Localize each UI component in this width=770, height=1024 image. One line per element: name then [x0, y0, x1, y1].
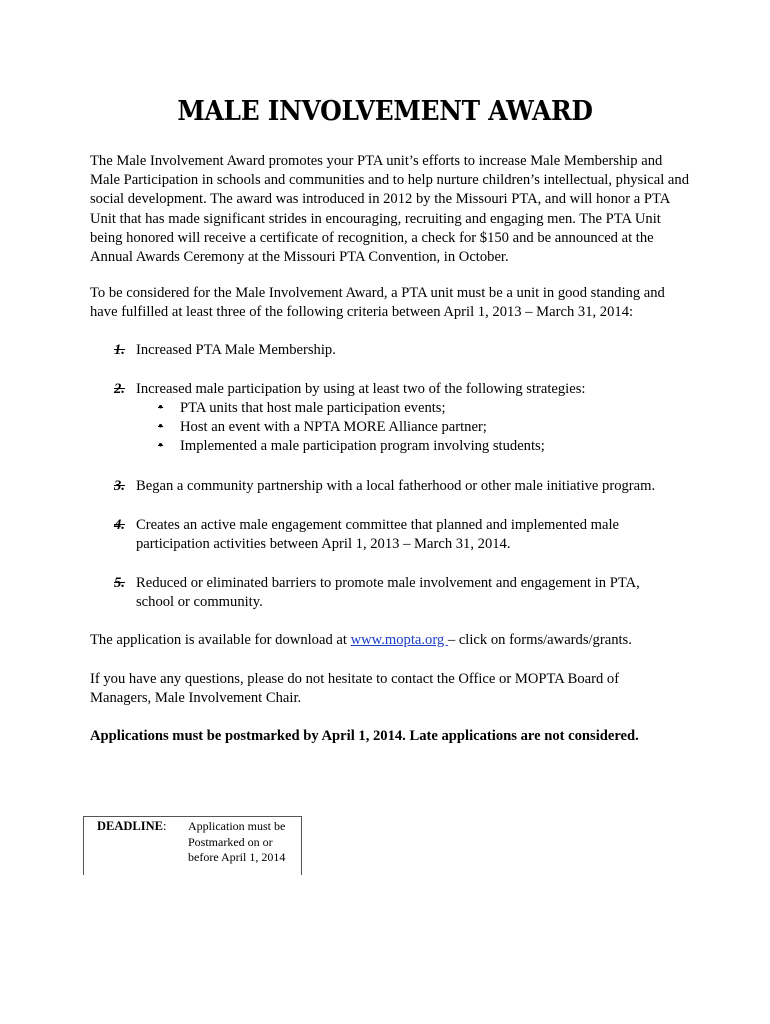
- criterion-text: Began a community partnership with a local fatherhood or other male initiative program.: [136, 478, 656, 494]
- criterion-continuation: participation activities between April 1, 2013 – March 31, 2014.: [136, 536, 511, 553]
- list-item: [158, 437, 545, 456]
- intro-paragraph: The Male Involvement Award promotes your PTA unit’s efforts to increase Male Membership and Male Participation in schools and communities and to help nurture children’s intellectual, physical and social development. The award was introduced in 2012 by the Missouri PTA, and will honor a PTA Unit that has made significant strides in encouraging, recruiting and engaging men. The PTA Unit being honored will receive a certificate of recognition, a check for $150 and be announced at the Annual Awards Ceremony at the Missouri PTA Convention, in October.: [90, 153, 690, 266]
- strategy-text: PTA units that host male participation events;: [180, 400, 446, 416]
- criterion-number: 4.: [114, 517, 125, 533]
- deadline-text: [188, 819, 300, 866]
- deadline-label-text: DEADLINE: [97, 819, 163, 833]
- list-item: [158, 418, 545, 437]
- download-paragraph: [90, 631, 690, 650]
- deadline-line-1: Application must be: [188, 819, 286, 833]
- bullet-icon: •: [158, 419, 164, 436]
- postmark-notice: Applications must be postmarked by April 1, 2014. Late applications are not considered.: [90, 728, 639, 744]
- deadline-line-2: Postmarked on or: [188, 834, 273, 849]
- list-item: [158, 399, 545, 418]
- strategy-text: Host an event with a NPTA MORE Alliance partner;: [180, 419, 487, 436]
- bullet-icon: •: [158, 438, 164, 455]
- criterion-2: [114, 380, 694, 399]
- criterion-text: Increased male participation by using at least two of the following strategies:: [136, 381, 586, 397]
- criterion-1: [114, 341, 694, 360]
- criterion-4: [114, 516, 694, 554]
- download-text-before: The application is available for download at: [90, 632, 351, 648]
- strategy-text: Implemented a male participation program involving students;: [180, 438, 545, 455]
- strategy-list: [158, 399, 545, 457]
- criterion-number: 1.: [114, 342, 125, 358]
- criterion-continuation: school or community.: [136, 594, 263, 611]
- criterion-text: Reduced or eliminated barriers to promote male involvement and engagement in PTA,: [136, 575, 640, 591]
- criterion-3: [114, 477, 694, 496]
- questions-paragraph: If you have any questions, please do not hesitate to contact the Office or MOPTA Board of Managers, Male Involvement Chair.: [90, 671, 620, 707]
- bullet-icon: •: [158, 400, 164, 416]
- criterion-number: 3.: [114, 478, 125, 494]
- deadline-label: [97, 819, 166, 834]
- criterion-text: Increased PTA Male Membership.: [136, 342, 336, 358]
- criterion-number: 5.: [114, 575, 125, 591]
- eligibility-paragraph: To be considered for the Male Involvement Award, a PTA unit must be a unit in good standing and have fulfilled at least three of the following criteria between April 1, 2013 – March 31, 2014:: [90, 285, 665, 321]
- criterion-5: [114, 574, 694, 612]
- page-title: MALE INVOLVEMENT AWARD: [177, 96, 593, 127]
- deadline-line-3: before April 1, 2014: [188, 850, 286, 864]
- deadline-colon: :: [163, 819, 167, 833]
- criterion-text: Creates an active male engagement committee that planned and implemented male: [136, 517, 620, 533]
- deadline-box: [83, 816, 302, 875]
- download-text-after: – click on forms/awards/grants.: [447, 632, 632, 648]
- criterion-number: 2.: [114, 381, 125, 397]
- mopta-link[interactable]: www.mopta.org: [350, 632, 448, 648]
